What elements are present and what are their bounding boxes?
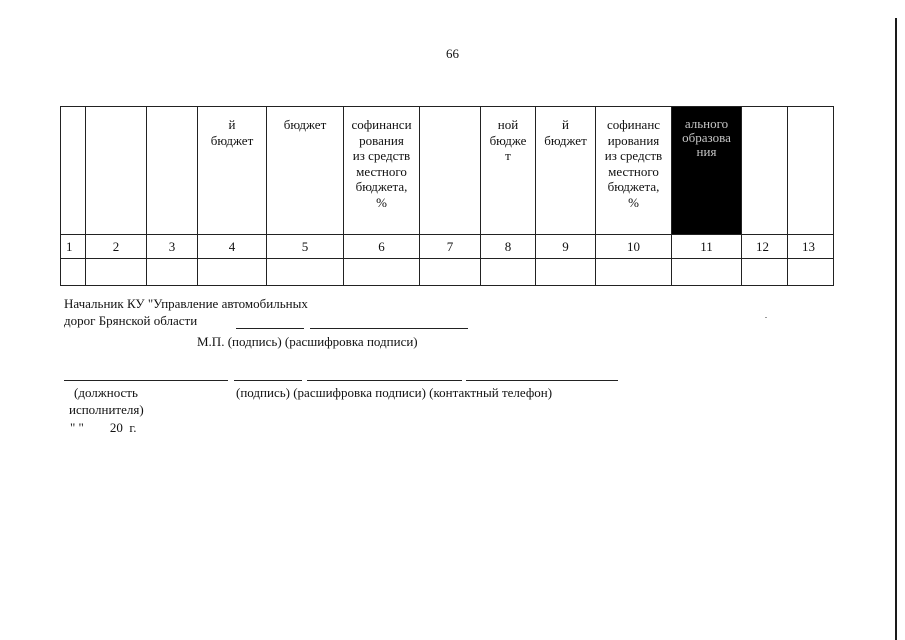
header-text-line: бюдже	[489, 132, 527, 148]
table-cell	[86, 259, 147, 286]
page-number: 66	[446, 46, 459, 61]
column-number-cell: 6	[344, 235, 420, 259]
header-cell-7	[420, 107, 481, 235]
header-cell-13	[788, 107, 834, 235]
table-header-row	[61, 107, 834, 235]
column-number-cell: 10	[596, 235, 672, 259]
header-text-line: %	[376, 194, 387, 210]
date-line: " " 20 г.	[70, 420, 137, 435]
header-text-line: ального	[684, 116, 729, 131]
header-cell-5	[267, 107, 344, 235]
header-cell-12	[742, 107, 788, 235]
column-number-row	[61, 235, 834, 259]
signature-line-2	[234, 380, 302, 381]
table-cell	[672, 259, 742, 286]
column-number-cell: 2	[86, 235, 147, 259]
column-number-cell: 7	[420, 235, 481, 259]
name-decoding-line-2	[307, 380, 462, 381]
header-text-line: ирования	[607, 132, 660, 148]
column-number-cell: 4	[198, 235, 267, 259]
table-cell	[536, 259, 596, 286]
header-text-line: бюджет	[283, 117, 327, 132]
header-text-line: софинанси	[351, 117, 412, 132]
table-cell	[596, 259, 672, 286]
header-cell-2	[86, 107, 147, 235]
header-text-line: й	[562, 117, 569, 132]
header-text-line: т	[505, 148, 511, 163]
position-caption-2: исполнителя)	[69, 402, 144, 417]
header-cell-11-highlighted	[672, 107, 742, 235]
header-text-line: бюджета,	[355, 179, 408, 194]
signature-caption-1: М.П. (подпись) (расшифровка подписи)	[197, 334, 418, 349]
table-cell	[742, 259, 788, 286]
header-cell-1	[61, 107, 86, 235]
column-number-cell: 9	[536, 235, 596, 259]
header-cell-10	[596, 107, 672, 235]
table-empty-row	[61, 259, 834, 286]
table-cell	[481, 259, 536, 286]
name-decoding-line	[310, 328, 468, 329]
table-cell	[344, 259, 420, 286]
header-text-line: софинанс	[606, 117, 661, 132]
column-number-cell: 8	[481, 235, 536, 259]
column-number-cell: 3	[147, 235, 198, 259]
table-cell	[420, 259, 481, 286]
column-number-cell: 5	[267, 235, 344, 259]
header-cell-4	[198, 107, 267, 235]
header-cell-9	[536, 107, 596, 235]
header-text-line: ной	[497, 117, 519, 132]
header-text-line: ния	[696, 144, 717, 159]
page-edge-line	[895, 18, 897, 640]
signature-line	[236, 328, 304, 329]
header-text-line: й	[228, 117, 236, 132]
table-cell	[147, 259, 198, 286]
column-number-cell: 11	[672, 235, 742, 259]
header-cell-6	[344, 107, 420, 235]
column-number-cell: 13	[788, 235, 834, 259]
header-text-line: %	[628, 194, 639, 210]
header-cell-3	[147, 107, 198, 235]
position-line	[64, 380, 228, 381]
budget-table	[60, 106, 834, 286]
header-text-line: местного	[356, 163, 407, 179]
column-number-cell: 12	[742, 235, 788, 259]
head-title-line1: Начальник КУ "Управление автомобильных	[64, 296, 308, 311]
header-text-line: рования	[359, 132, 404, 148]
table-cell	[198, 259, 267, 286]
head-title-line2: дорог Брянской области	[64, 313, 198, 328]
signature-caption-2: (подпись) (расшифровка подписи) (контактный телефон)	[236, 385, 553, 400]
header-text-line: местного	[608, 163, 659, 179]
phone-line	[466, 380, 618, 381]
header-text-line: из средств	[352, 148, 411, 163]
header-text-line: образова	[682, 130, 731, 145]
header-text-line: бюджет	[544, 132, 587, 148]
table-cell	[267, 259, 344, 286]
header-text-line: бюджет	[210, 132, 254, 148]
column-number-cell: 1	[61, 235, 86, 259]
header-text-line: бюджета,	[607, 179, 660, 194]
scan-speck	[765, 317, 767, 318]
header-text-line: из средств	[604, 148, 663, 163]
header-cell-8	[481, 107, 536, 235]
table-cell	[61, 259, 86, 286]
table-cell	[788, 259, 834, 286]
position-caption: (должность	[74, 385, 138, 400]
